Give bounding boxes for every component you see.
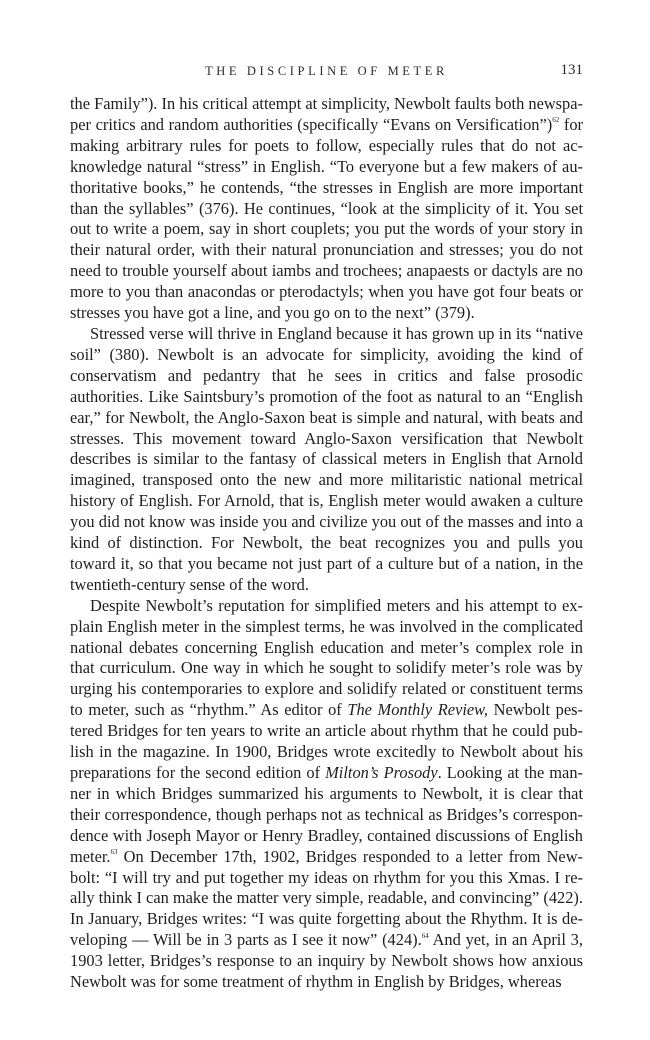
italic-title: The Monthly Review, [347, 700, 488, 720]
text-run: Despite Newbolt’s reputation for simplified meters and his attempt to explain English meter in the simplest terms, he was involved in the complicated national debates concerning English education and meter’s complex role in that curriculum. One way in which he sought to solidify meter’s role was by urging his contemporaries to explore and solidify related or constituent terms to meter, such as “rhythm.” As editor of [70, 595, 583, 720]
paragraph [70, 324, 583, 596]
text-run: for making arbitrary rules for poets to follow, especially rules that do not acknowledge natural “stress” in English. “To everyone but a few makers of authoritative books,” he contends, “the stresses in English are more important than the syllables” (376). He continues, “look at the simplicity of it. You set out to write a poem, say in short couplets; you put the words of your story in their natural order, with their natural pronunciation and stresses; you do not need to trouble yourself about iambs and trochees; anapaests or dactyls are no more to you than anacondas or pterodactyls; when you have got four beats or stresses you have got a line, and you go on to the next” (379). [70, 114, 583, 323]
text-run: Newbolt pestered Bridges for ten years to write an article about rhythm that he could publish in the magazine. In 1900, Bridges wrote excitedly to Newbolt about his preparations for the second edition of [70, 700, 584, 782]
page-number: 131 [560, 62, 583, 78]
text-run: . Looking at the manner in which Bridges summarized his arguments to Newbolt, it is clear that their correspondence, though perhaps not as technical as Bridges’s correspondence with Joseph Mayor or Henry Bradley, contained discussions of English meter. [70, 763, 583, 866]
body-text [70, 94, 583, 993]
text-run: the Family”). In his critical attempt at simplicity, Newbolt faults both newspaper critics and random authorities (specifically “Evans on Versification”) [70, 94, 583, 134]
footnote-marker: 62 [552, 116, 560, 125]
text-run: And yet, in an April 3, 1903 letter, Bridges’s response to an inquiry by Newbolt shows how anxious Newbolt was for some treatment of rhythm in English by Bridges, whereas [70, 930, 583, 992]
paragraph [70, 94, 583, 324]
text-run: On December 17th, 1902, Bridges responded to a letter from Newbolt: “I will try and put together my ideas on rhythm for you this Xmas. I really think I can make the matter very simple, readable, and convincing” (422). In January, Bridges writes: “I was quite forgetting about the Rhythm. It is developing — Will be in 3 parts as I see it now” (424). [70, 846, 583, 950]
text-run: Stressed verse will thrive in England because it has grown up in its “native soil” (380). Newbolt is an advocate for simplicity, avoiding the kind of conservatism and pedantry that he sees in critics and false prosodic authorities. Like Saintsbury’s promotion of the foot as natural to an “English ear,” for Newbolt, the Anglo-Saxon beat is simple and natural, with beats and stresses. This movement toward Anglo-Saxon versification that Newbolt describes is similar to the fantasy of classical meters in English that Arnold imagined, transposed onto the new and more militaristic national metrical history of English. For Arnold, that is, English meter would awaken a culture you did not know was inside you and civilize you out of the masses and into a kind of distinction. For Newbolt, the beat recognizes you and pulls you toward it, so that you became not just part of a culture but of a nation, in the twentieth-century sense of the word. [70, 323, 583, 594]
footnote-marker: 64 [421, 931, 429, 940]
running-head [70, 64, 583, 84]
paragraph [70, 596, 583, 993]
italic-title: Milton’s Prosody [325, 763, 438, 782]
footnote-marker: 63 [110, 848, 118, 857]
running-title: THE DISCIPLINE OF METER [205, 64, 448, 78]
